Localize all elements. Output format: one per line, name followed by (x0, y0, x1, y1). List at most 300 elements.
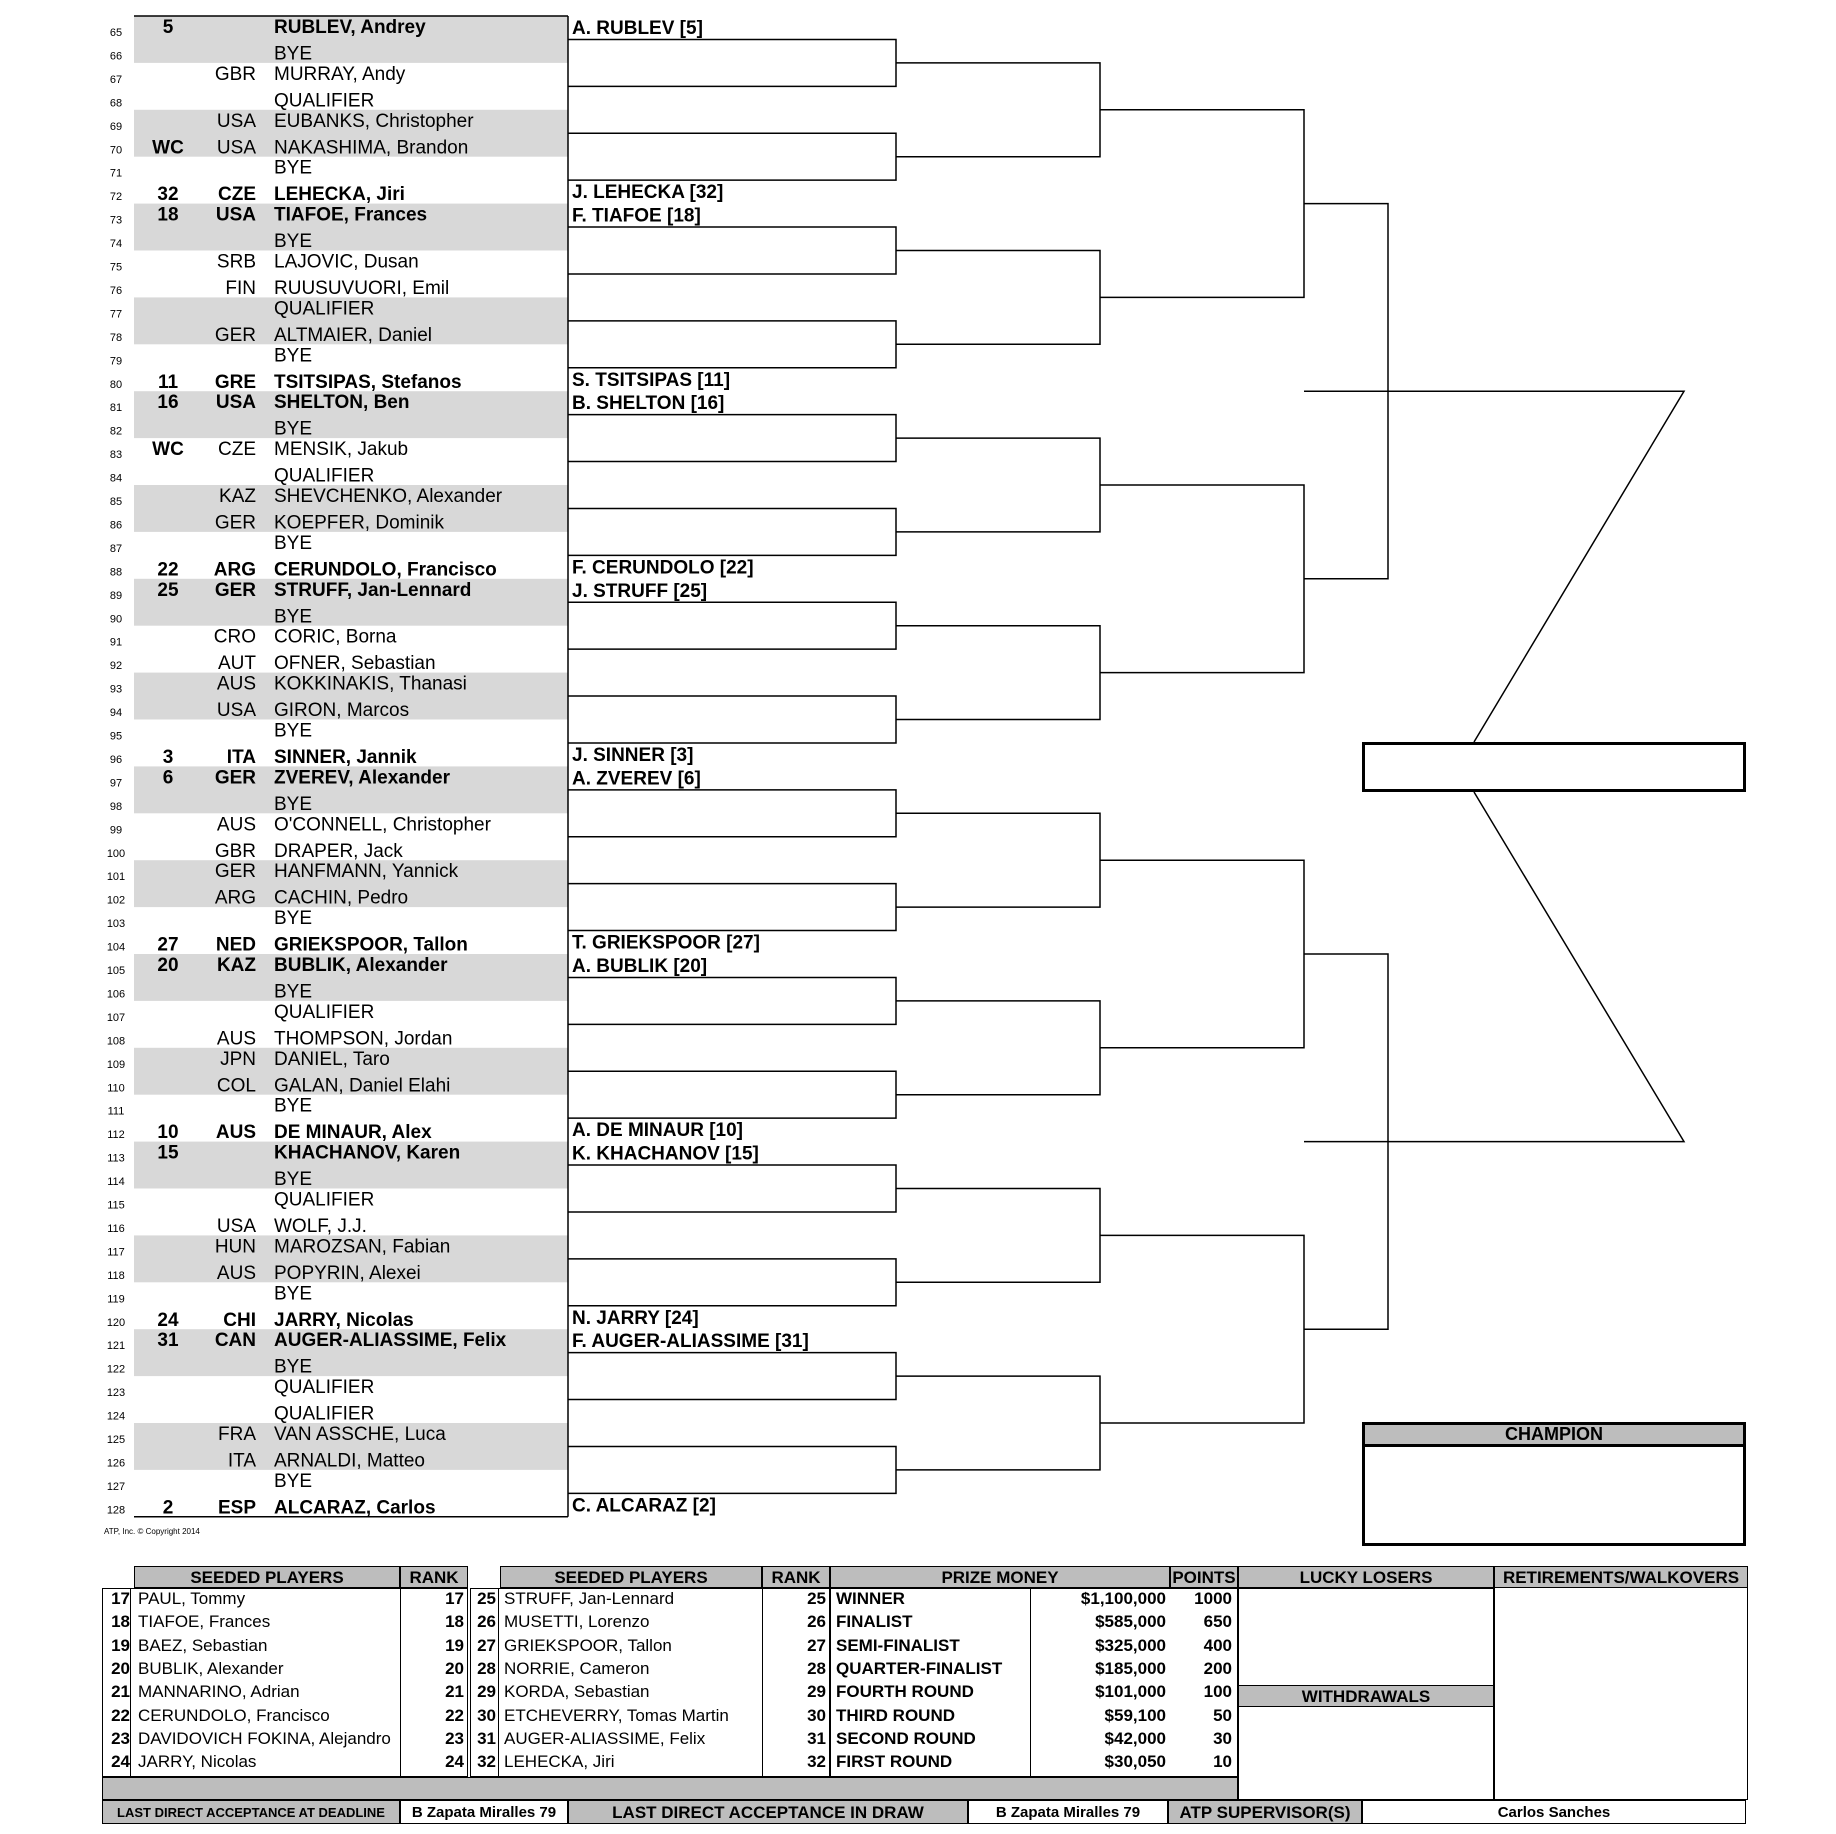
draw-seed: 10 (157, 1122, 179, 1144)
seeded-right-rank: 30 (807, 1705, 826, 1725)
lda-deadline-value: B Zapata Miralles 79 (400, 1800, 568, 1824)
round2-winner: A. ZVEREV [6] (572, 768, 701, 790)
r2-match-connector (568, 602, 896, 649)
draw-line-number: 91 (109, 636, 123, 649)
seeded-right-rank: 29 (807, 1682, 826, 1702)
draw-player-name: ALTMAIER, Daniel (274, 324, 433, 346)
draw-line-number: 97 (109, 777, 123, 790)
prize-money: $30,050 (1104, 1752, 1166, 1772)
draw-seed: 27 (157, 934, 179, 956)
r2-match-connector (568, 415, 896, 462)
seeded-right-name: STRUFF, Jan-Lennard (504, 1589, 675, 1608)
draw-player-name: BYE (274, 793, 313, 815)
prize-points: 1000 (1194, 1589, 1232, 1608)
r3-match-connector (896, 1376, 1100, 1470)
draw-player-name: RUUSUVUORI, Emil (274, 277, 450, 299)
draw-line-number: 92 (109, 660, 123, 673)
draw-player-name: STRUFF, Jan-Lennard (274, 579, 472, 601)
draw-player-name: AUGER-ALIASSIME, Felix (274, 1330, 507, 1352)
draw-player-name: JARRY, Nicolas (274, 1309, 414, 1331)
draw-player-name: RUBLEV, Andrey (274, 17, 426, 38)
lda-draw-label: LAST DIRECT ACCEPTANCE IN DRAW (568, 1800, 968, 1824)
draw-nationality: AUS (215, 1122, 256, 1144)
draw-player-name: DANIEL, Taro (274, 1048, 390, 1070)
draw-player-name: DE MINAUR, Alex (274, 1122, 432, 1144)
draw-line-number: 100 (106, 847, 126, 860)
seeded-players-header-left: SEEDED PLAYERS (134, 1566, 400, 1588)
seeded-left-seed: 21 (111, 1682, 130, 1702)
draw-player-name: QUALIFIER (274, 1403, 375, 1425)
draw-player-name: MAROZSAN, Fabian (274, 1236, 451, 1258)
round2-winner: A. DE MINAUR [10] (572, 1120, 744, 1142)
prize-money: $59,100 (1104, 1705, 1166, 1725)
draw-player-name: BYE (274, 908, 313, 930)
table-divider (1030, 1588, 1031, 1777)
draw-player-name: SINNER, Jannik (274, 746, 417, 768)
draw-player-name: CORIC, Borna (274, 626, 397, 648)
seeded-right-seed: 30 (477, 1705, 496, 1725)
r2-match-connector (568, 790, 896, 837)
prize-money: $585,000 (1095, 1612, 1166, 1632)
points-header: POINTS (1170, 1566, 1238, 1588)
prize-round: WINNER (836, 1589, 905, 1608)
draw-line-number: 77 (109, 308, 123, 321)
prize-points: 30 (1213, 1728, 1232, 1748)
draw-seed: 32 (157, 184, 179, 206)
draw-player-name: MURRAY, Andy (274, 63, 406, 85)
draw-nationality: GBR (214, 840, 256, 862)
seeded-left-name: CERUNDOLO, Francisco (138, 1705, 330, 1725)
draw-line-number: 122 (106, 1363, 126, 1376)
draw-seed: 5 (162, 17, 174, 38)
seeded-left-rank: 21 (445, 1682, 464, 1702)
draw-line-number: 124 (106, 1410, 126, 1423)
round2-winner: F. TIAFOE [18] (572, 205, 701, 227)
r3-match-connector (896, 251, 1100, 345)
seeded-left-rank: 17 (445, 1589, 464, 1608)
draw-player-name: BYE (274, 157, 313, 179)
draw-nationality: USA (215, 392, 256, 414)
sf-connector-top (1304, 391, 1684, 742)
draw-line-number: 81 (109, 402, 123, 415)
draw-player-name: QUALIFIER (274, 298, 375, 320)
draw-line-number: 120 (106, 1316, 126, 1329)
seeded-right-seed: 29 (477, 1682, 496, 1702)
draw-line-number: 66 (109, 50, 123, 63)
seeded-left-name: PAUL, Tommy (138, 1589, 246, 1608)
draw-nationality: FIN (225, 277, 256, 299)
draw-player-name: POPYRIN, Alexei (274, 1262, 421, 1284)
draw-line-number: 70 (109, 144, 123, 157)
seeded-left-name: BUBLIK, Alexander (138, 1658, 284, 1678)
draw-line-number: 72 (109, 191, 123, 204)
prize-money: $42,000 (1104, 1728, 1166, 1748)
draw-player-name: DRAPER, Jack (274, 840, 403, 862)
prize-round: FINALIST (836, 1612, 913, 1632)
draw-seed: 31 (157, 1330, 179, 1352)
draw-nationality: ARG (213, 559, 256, 581)
lda-draw-value: B Zapata Miralles 79 (968, 1800, 1168, 1824)
seeded-left-rank: 19 (445, 1635, 464, 1655)
draw-player-name: TIAFOE, Frances (274, 204, 428, 226)
draw-nationality: GER (214, 324, 256, 346)
draw-player-name: MENSIK, Jakub (274, 439, 409, 461)
seeded-left-rank: 22 (445, 1705, 464, 1725)
draw-player-name: BYE (274, 1356, 313, 1378)
draw-player-name: BYE (274, 981, 313, 1003)
draw-player-name: VAN ASSCHE, Luca (274, 1424, 446, 1445)
champion-box (1362, 1444, 1746, 1546)
retirements-box (1494, 1566, 1748, 1800)
draw-nationality: AUS (216, 1028, 256, 1050)
draw-player-name: GRIEKSPOOR, Tallon (274, 934, 468, 956)
draw-seed: 6 (162, 767, 174, 789)
lda-deadline-label: LAST DIRECT ACCEPTANCE AT DEADLINE (102, 1800, 400, 1824)
draw-line-number: 83 (109, 449, 123, 462)
draw-line-number: 99 (109, 824, 123, 837)
draw-line-number: 76 (109, 284, 123, 297)
draw-seed: WC (152, 137, 184, 159)
draw-nationality: GER (214, 579, 256, 601)
prize-round: QUARTER-FINALIST (836, 1658, 1003, 1678)
draw-nationality: GER (214, 861, 256, 883)
r2-match-connector (568, 508, 896, 555)
draw-nationality: CHI (223, 1309, 256, 1331)
r4-match-connector (1100, 485, 1304, 673)
seeded-right-name: AUGER-ALIASSIME, Felix (504, 1728, 706, 1748)
draw-line-number: 121 (106, 1340, 126, 1353)
lucky-losers-header: LUCKY LOSERS (1238, 1566, 1494, 1588)
draw-player-name: QUALIFIER (274, 1001, 375, 1023)
draw-line-number: 117 (107, 1246, 125, 1259)
draw-nationality: NED (215, 934, 256, 956)
seeded-left-rank: 18 (445, 1612, 464, 1632)
draw-seed: 20 (157, 955, 179, 976)
copyright: ATP, Inc. © Copyright 2014 (104, 1527, 200, 1536)
r3-match-connector (896, 626, 1100, 720)
draw-nationality: GBR (214, 63, 256, 85)
rank-header-left: RANK (400, 1566, 468, 1588)
draw-player-name: KOEPFER, Dominik (274, 512, 444, 534)
seeded-right-rank: 26 (807, 1612, 826, 1632)
seeded-left-name: TIAFOE, Frances (138, 1612, 271, 1632)
draw-player-name: BYE (274, 720, 313, 742)
draw-player-name: BUBLIK, Alexander (274, 955, 448, 976)
draw-seed: 25 (157, 579, 179, 601)
draw-line-number: 87 (109, 542, 123, 555)
seeded-right-rank: 25 (807, 1589, 826, 1608)
draw-line-number: 118 (107, 1269, 125, 1282)
prize-round: THIRD ROUND (836, 1705, 955, 1725)
draw-player-name: WOLF, J.J. (274, 1215, 367, 1237)
r2-match-connector (568, 39, 896, 86)
draw-line-number: 71 (109, 167, 123, 180)
draw-line-number: 93 (109, 683, 123, 696)
prize-round: FOURTH ROUND (836, 1682, 974, 1702)
champion-header: CHAMPION (1362, 1422, 1746, 1447)
round2-winner: J. SINNER [3] (572, 744, 694, 766)
draw-player-name: CERUNDOLO, Francisco (274, 559, 497, 581)
draw-line-number: 114 (107, 1176, 125, 1189)
round2-winner: A. BUBLIK [20] (572, 956, 708, 977)
r3-match-connector (896, 438, 1100, 532)
supervisor-label: ATP SUPERVISOR(S) (1168, 1800, 1362, 1824)
draw-line-number: 116 (107, 1222, 125, 1235)
seeded-left-seed: 20 (111, 1658, 130, 1678)
draw-line-number: 104 (106, 941, 126, 954)
draw-player-name: BYE (274, 418, 313, 440)
draw-line-number: 65 (109, 27, 123, 39)
prize-round: FIRST ROUND (836, 1752, 953, 1772)
r3-match-connector (896, 1189, 1100, 1283)
draw-player-name: GALAN, Daniel Elahi (274, 1075, 451, 1097)
draw-player-name: OFNER, Sebastian (274, 653, 436, 675)
draw-line-number: 113 (107, 1152, 125, 1165)
prize-round: SECOND ROUND (836, 1728, 976, 1748)
draw-player-name: BYE (274, 532, 313, 554)
draw-nationality: CZE (218, 439, 256, 461)
r2-match-connector (568, 1446, 896, 1493)
seeded-right-name: GRIEKSPOOR, Tallon (504, 1635, 672, 1655)
seeded-right-seed: 25 (477, 1589, 496, 1608)
seeded-right-seed: 31 (477, 1728, 496, 1748)
draw-nationality: CAN (214, 1330, 256, 1352)
prize-money: $1,100,000 (1080, 1589, 1166, 1608)
draw-line-number: 108 (106, 1035, 126, 1048)
prize-points: 200 (1203, 1658, 1232, 1678)
seeded-right-name: MUSETTI, Lorenzo (504, 1612, 650, 1632)
draw-player-name: KOKKINAKIS, Thanasi (274, 673, 467, 695)
r4-match-connector (1100, 860, 1304, 1048)
draw-player-name: ZVEREV, Alexander (274, 767, 451, 789)
draw-line-number: 125 (106, 1434, 126, 1446)
draw-line-number: 90 (109, 613, 123, 626)
seeded-left-name: MANNARINO, Adrian (138, 1682, 300, 1702)
draw-line-number: 107 (106, 1011, 126, 1024)
draw-line-number: 127 (106, 1480, 126, 1493)
draw-line-number: 112 (107, 1129, 125, 1142)
round2-winner: B. SHELTON [16] (572, 393, 725, 415)
draw-line-number: 69 (109, 120, 123, 133)
round2-winner: S. TSITSIPAS [11] (572, 369, 731, 391)
draw-nationality: GER (214, 512, 256, 534)
draw-line-number: 74 (109, 238, 123, 251)
seeded-right-seed: 26 (477, 1612, 496, 1632)
draw-line-number: 128 (106, 1504, 126, 1517)
round2-winner: F. AUGER-ALIASSIME [31] (572, 1331, 809, 1353)
seeded-right-name: ETCHEVERRY, Tomas Martin (504, 1705, 729, 1725)
draw-player-name: NAKASHIMA, Brandon (274, 137, 469, 159)
prize-round: SEMI-FINALIST (836, 1635, 960, 1655)
seeded-right-rank: 31 (807, 1728, 826, 1748)
seeded-left-seed: 17 (111, 1589, 130, 1608)
draw-player-name: QUALIFIER (274, 465, 375, 487)
draw-player-name: BYE (274, 231, 313, 253)
r2-match-connector (568, 133, 896, 180)
draw-nationality: FRA (218, 1424, 256, 1445)
draw-player-name: BYE (274, 1283, 313, 1305)
draw-nationality: AUS (216, 1262, 256, 1284)
draw-line-number: 115 (107, 1199, 125, 1212)
draw-player-name: QUALIFIER (274, 90, 375, 112)
seeded-right-name: KORDA, Sebastian (504, 1682, 650, 1702)
grey-strip (102, 1777, 1238, 1800)
draw-player-name: LAJOVIC, Dusan (274, 251, 419, 273)
draw-nationality: GRE (214, 371, 256, 393)
draw-line-number: 126 (106, 1457, 126, 1470)
round2-winner: J. STRUFF [25] (572, 580, 708, 602)
seeded-left-name: JARRY, Nicolas (138, 1752, 257, 1772)
round2-winner: T. GRIEKSPOOR [27] (572, 932, 760, 954)
prize-money: $101,000 (1095, 1682, 1166, 1702)
seeded-players-header-right: SEEDED PLAYERS (500, 1566, 762, 1588)
draw-player-name: ARNALDI, Matteo (274, 1450, 425, 1472)
draw-nationality: CRO (213, 626, 256, 648)
draw-line-number: 84 (109, 472, 123, 485)
seeded-right-seed: 32 (477, 1752, 496, 1772)
draw-player-name: LEHECKA, Jiri (274, 184, 405, 206)
seeded-left-seed: 22 (111, 1705, 130, 1725)
draw-nationality: USA (216, 137, 256, 159)
table-divider (400, 1588, 401, 1777)
seeded-left-name: BAEZ, Sebastian (138, 1635, 268, 1655)
round2-winner: C. ALCARAZ [2] (572, 1495, 716, 1517)
draw-nationality: AUS (216, 814, 256, 836)
r2-match-connector (568, 977, 896, 1024)
draw-nationality: JPN (220, 1048, 256, 1070)
seeded-left-seed: 24 (111, 1752, 130, 1772)
draw-player-name: GIRON, Marcos (274, 700, 410, 722)
table-divider (762, 1588, 763, 1777)
draw-nationality: AUT (218, 653, 256, 675)
draw-line-number: 88 (109, 566, 123, 579)
draw-nationality: ITA (227, 1450, 256, 1472)
draw-player-name: QUALIFIER (274, 1189, 375, 1211)
draw-player-name: BYE (274, 1470, 313, 1492)
round2-winner: N. JARRY [24] (572, 1307, 699, 1329)
seeded-right-rank: 28 (807, 1658, 826, 1678)
draw-player-name: SHEVCHENKO, Alexander (274, 486, 503, 507)
draw-line-number: 123 (106, 1387, 126, 1400)
draw-seed: WC (152, 439, 184, 461)
draw-player-name: TSITSIPAS, Stefanos (274, 371, 462, 393)
draw-nationality: SRB (216, 251, 256, 273)
r4-match-connector (1100, 110, 1304, 298)
seeded-left-rank: 20 (445, 1658, 464, 1678)
draw-seed: 18 (157, 204, 179, 226)
r2-match-connector (568, 1353, 896, 1400)
draw-player-name: THOMPSON, Jordan (274, 1028, 453, 1050)
draw-nationality: KAZ (219, 486, 256, 507)
seeded-left-rank: 24 (445, 1752, 464, 1772)
draw-nationality: USA (216, 1215, 256, 1237)
draw-player-name: O'CONNELL, Christopher (274, 814, 491, 836)
table-divider (498, 1588, 499, 1777)
seeded-right-rank: 32 (807, 1752, 826, 1772)
sf-connector-bottom (1304, 792, 1684, 1142)
draw-nationality: GER (214, 767, 256, 789)
r2-match-connector (568, 227, 896, 274)
draw-line-number: 80 (109, 378, 123, 391)
draw-seed: 2 (162, 1497, 174, 1519)
round2-winner: J. LEHECKA [32] (572, 182, 724, 204)
draw-line-number: 110 (107, 1082, 125, 1095)
seeded-left-name: DAVIDOVICH FOKINA, Alejandro (138, 1728, 391, 1748)
r3-match-connector (896, 813, 1100, 907)
draw-line-number: 79 (109, 355, 123, 368)
seeded-right-seed: 28 (477, 1658, 496, 1678)
draw-player-name: QUALIFIER (274, 1377, 375, 1399)
supervisor-value: Carlos Sanches (1362, 1800, 1746, 1824)
draw-line-number: 95 (109, 730, 123, 743)
draw-seed: 15 (157, 1142, 179, 1164)
draw-line-number: 82 (109, 425, 123, 438)
withdrawals-header: WITHDRAWALS (1238, 1685, 1494, 1707)
r3-match-connector (896, 63, 1100, 157)
draw-player-name: CACHIN, Pedro (274, 887, 409, 909)
draw-nationality: ITA (226, 746, 256, 768)
draw-line-number: 106 (106, 988, 126, 1001)
seeded-right-rank: 27 (807, 1635, 826, 1655)
draw-nationality: AUS (216, 673, 256, 695)
draw-line-number: 85 (109, 496, 123, 508)
draw-line-number: 102 (106, 894, 126, 907)
r2-match-connector (568, 1165, 896, 1212)
rank-header-right: RANK (762, 1566, 830, 1588)
draw-seed: 24 (157, 1309, 179, 1331)
draw-nationality: USA (216, 700, 256, 722)
draw-line-number: 73 (109, 214, 123, 227)
prize-money: $325,000 (1095, 1635, 1166, 1655)
draw-line-number: 68 (109, 97, 123, 110)
draw-player-name: EUBANKS, Christopher (274, 110, 474, 132)
draw-line-number: 119 (107, 1293, 125, 1306)
draw-seed: 22 (157, 559, 179, 581)
prize-points: 400 (1203, 1635, 1232, 1655)
draw-seed: 11 (157, 371, 179, 393)
draw-line-number: 89 (109, 589, 123, 602)
draw-line-number: 103 (106, 918, 126, 931)
table-divider (130, 1588, 131, 1777)
seeded-left-seed: 23 (111, 1728, 130, 1748)
draw-nationality: ESP (217, 1497, 256, 1519)
seeded-left-seed: 19 (111, 1635, 130, 1655)
round2-winner: F. CERUNDOLO [22] (572, 557, 754, 579)
draw-line-number: 75 (109, 261, 123, 274)
draw-line-number: 78 (109, 331, 123, 344)
draw-line-number: 111 (107, 1105, 125, 1118)
draw-player-name: BYE (274, 43, 313, 65)
prize-points: 50 (1213, 1705, 1232, 1725)
final-match-box (1362, 742, 1746, 792)
r2-match-connector (568, 1259, 896, 1306)
draw-line-number: 98 (109, 800, 123, 813)
draw-nationality: HUN (214, 1236, 256, 1258)
r2-match-connector (568, 321, 896, 368)
draw-nationality: KAZ (216, 955, 256, 976)
draw-line-number: 86 (109, 519, 123, 532)
draw-line-number: 96 (109, 753, 123, 766)
prize-money: $185,000 (1095, 1658, 1166, 1678)
draw-player-name: ALCARAZ, Carlos (274, 1497, 436, 1519)
r2-match-connector (568, 696, 896, 743)
draw-nationality: ARG (214, 887, 256, 909)
prize-points: 100 (1203, 1682, 1232, 1702)
round2-winner: A. RUBLEV [5] (572, 18, 703, 39)
round2-winner: K. KHACHANOV [15] (572, 1143, 759, 1165)
draw-player-name: KHACHANOV, Karen (274, 1142, 461, 1164)
seeded-left-seed: 18 (111, 1612, 130, 1632)
